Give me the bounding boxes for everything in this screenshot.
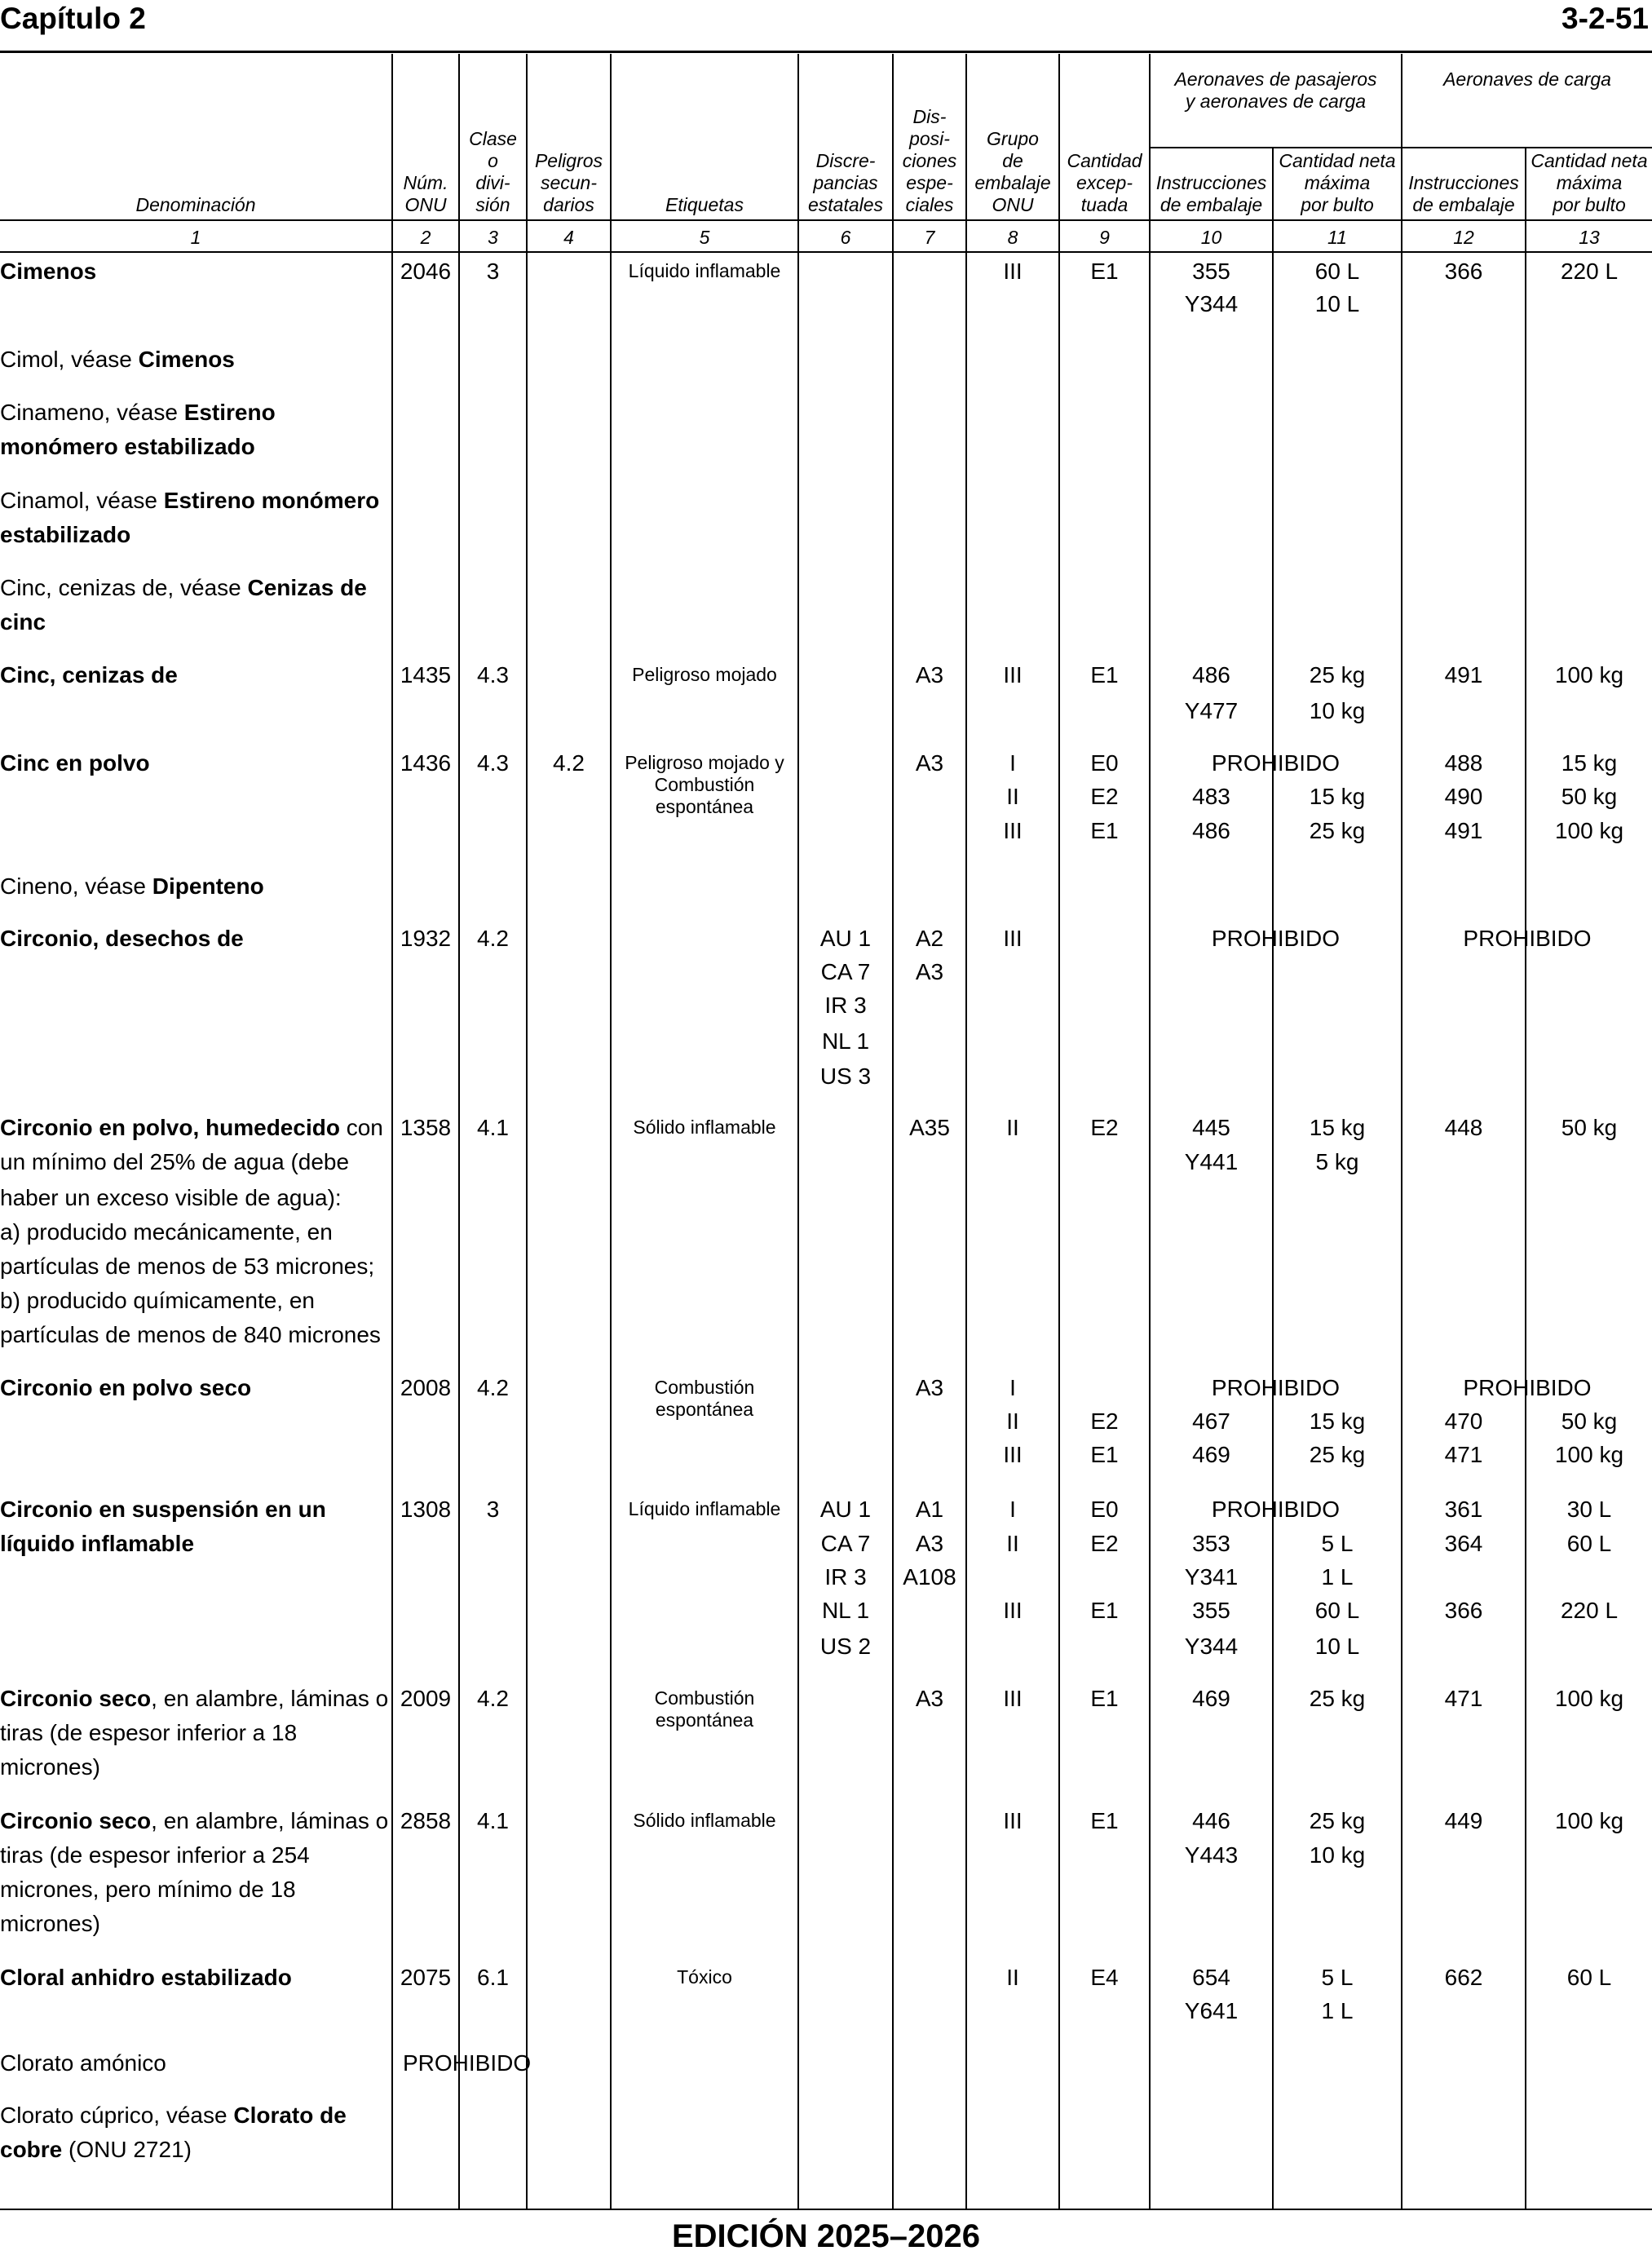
excepted-qty: E0 <box>1090 750 1119 776</box>
entry-desc-line: un mínimo del 25% de agua (debe <box>0 1149 350 1174</box>
excepted-qty: E1 <box>1090 818 1119 843</box>
pax-quantity: 25 kg <box>1309 662 1366 688</box>
pax-quantity-ltd: 10 L <box>1314 1634 1360 1659</box>
un-number: 2858 <box>400 1808 452 1833</box>
excepted-qty: E1 <box>1090 1598 1119 1623</box>
entry-name: Circonio en suspensión en un <box>0 1497 326 1522</box>
class: 4.2 <box>477 1375 509 1400</box>
cao-quantity: 50 kg <box>1561 1115 1618 1140</box>
header-cantidad-exceptuada: Cantidad excep- tuada <box>1067 150 1142 215</box>
cao-quantity: 30 L <box>1566 1497 1612 1522</box>
pax-instruction: 355 <box>1192 1598 1230 1623</box>
col-number: 9 <box>1099 227 1110 248</box>
header-num-onu: Núm. ONU <box>403 172 448 215</box>
cao-quantity: 220 L <box>1560 259 1619 284</box>
cao-instruction: 361 <box>1444 1497 1483 1522</box>
entry-name: Circonio, desechos de <box>0 926 244 951</box>
header-instrucciones-cao: Instrucciones de embalaje <box>1408 172 1519 215</box>
class: 4.3 <box>477 750 509 776</box>
packing-group: III <box>1003 926 1023 951</box>
pax-forbidden: PROHIBIDO <box>1211 750 1341 776</box>
entry-desc-line: micrones, pero mínimo de 18 <box>0 1877 296 1902</box>
header-discrepancias: Discre- pancias estatales <box>807 150 884 215</box>
packing-group: I <box>1009 1375 1016 1400</box>
pax-instruction: 654 <box>1192 1965 1230 1990</box>
excepted-qty: E1 <box>1090 1442 1119 1467</box>
cao-quantity: 220 L <box>1560 1598 1619 1623</box>
pax-quantity-ltd: 1 L <box>1321 1564 1354 1590</box>
header-instrucciones-pax: Instrucciones de embalaje <box>1155 172 1267 215</box>
cao-quantity: 100 kg <box>1554 818 1624 843</box>
pax-instruction-ltd: Y443 <box>1184 1842 1239 1868</box>
special-provision: A3 <box>915 959 944 984</box>
entry-cinc-ref: Cinc, cenizas de, véase Cenizas de cinc <box>0 575 367 635</box>
un-number: 1932 <box>400 926 452 951</box>
header-peligros: Peligros secun- darios <box>534 150 603 215</box>
class: 4.3 <box>477 662 509 688</box>
pax-instruction: 353 <box>1192 1531 1230 1556</box>
label: Peligroso mojado y Combustión espontánea <box>625 752 784 817</box>
pax-quantity: 25 kg <box>1309 1686 1366 1711</box>
forbidden-status: PROHIBIDO <box>403 2050 532 2076</box>
entry-desc-line: a) producido mecánicamente, en <box>0 1219 333 1245</box>
entry-desc-line: partículas de menos de 840 micrones <box>0 1322 381 1347</box>
packing-group: II <box>1006 1115 1019 1140</box>
cao-forbidden: PROHIBIDO <box>1463 926 1592 951</box>
packing-group: II <box>1006 1965 1019 1990</box>
group-divider <box>1150 147 1652 148</box>
pax-quantity: 15 kg <box>1309 1408 1366 1434</box>
packing-group: III <box>1003 1442 1023 1467</box>
packing-group: II <box>1006 1408 1019 1434</box>
label: Tóxico <box>677 1966 732 1988</box>
label: Combustión espontánea <box>654 1377 755 1420</box>
entry-clorato-cuprico: Clorato cúprico, véase Clorato de cobre (ONU 2721) <box>0 2103 347 2162</box>
cao-instruction: 662 <box>1444 1965 1483 1990</box>
state-variation: CA 7 <box>820 959 871 984</box>
col-number: 1 <box>190 227 201 248</box>
entry-name: Cimenos <box>0 259 97 284</box>
entry-name: Cinc en polvo <box>0 750 150 776</box>
cao-instruction: 366 <box>1444 259 1483 284</box>
state-variation: US 2 <box>819 1634 872 1659</box>
packing-group: III <box>1003 662 1023 688</box>
cao-quantity: 50 kg <box>1561 784 1618 809</box>
entry-name: Circonio seco, en alambre, láminas o <box>0 1808 389 1833</box>
class: 4.1 <box>477 1115 509 1140</box>
entry-name: Circonio seco, en alambre, láminas o <box>0 1686 389 1711</box>
pax-forbidden: PROHIBIDO <box>1211 926 1341 951</box>
header-etiquetas: Etiquetas <box>665 194 744 215</box>
label: Líquido inflamable <box>628 260 781 281</box>
entry-name-line2: líquido inflamable <box>0 1531 195 1556</box>
special-provision: A35 <box>909 1115 950 1140</box>
excepted-qty: E0 <box>1090 1497 1119 1522</box>
excepted-qty: E2 <box>1090 1531 1119 1556</box>
class: 3 <box>486 1497 500 1522</box>
state-variation: NL 1 <box>821 1028 870 1054</box>
special-provision: A2 <box>915 926 944 951</box>
cao-quantity: 15 kg <box>1561 750 1618 776</box>
header-carga-group: Aeronaves de carga <box>1443 69 1611 90</box>
cao-instruction: 471 <box>1444 1686 1483 1711</box>
class: 4.1 <box>477 1808 509 1833</box>
cao-quantity: 50 kg <box>1561 1408 1618 1434</box>
excepted-qty: E2 <box>1090 1115 1119 1140</box>
pax-instruction-ltd: Y477 <box>1184 698 1239 723</box>
col-number: 11 <box>1327 227 1347 248</box>
pax-quantity: 15 kg <box>1309 1115 1366 1140</box>
packing-group: II <box>1006 784 1019 809</box>
pax-instruction: 467 <box>1192 1408 1230 1434</box>
cao-quantity: 100 kg <box>1554 1442 1624 1467</box>
header-cantidad-neta-cao: Cantidad neta máxima por bulto <box>1531 150 1648 215</box>
pax-quantity: 60 L <box>1314 1598 1360 1623</box>
state-variation: AU 1 <box>819 1497 872 1522</box>
cao-quantity: 100 kg <box>1554 1686 1624 1711</box>
un-number: 2008 <box>400 1375 452 1400</box>
label: Sólido inflamable <box>633 1117 776 1138</box>
cao-quantity: 60 L <box>1566 1965 1612 1990</box>
cao-instruction: 449 <box>1444 1808 1483 1833</box>
col-line <box>526 54 528 2209</box>
cao-quantity: 100 kg <box>1554 662 1624 688</box>
col-number: 4 <box>563 227 574 248</box>
entry-desc-line: b) producido químicamente, en <box>0 1288 315 1313</box>
entry-cinameno: Cinameno, véase Estireno monómero estabilizado <box>0 400 276 459</box>
entry-name: Cinc, cenizas de <box>0 662 178 688</box>
col-number: 12 <box>1453 227 1474 248</box>
pax-quantity-ltd: 5 kg <box>1315 1149 1359 1174</box>
entry-desc-line: micrones) <box>0 1754 100 1780</box>
cao-instruction: 448 <box>1444 1115 1483 1140</box>
un-number: 2009 <box>400 1686 452 1711</box>
excepted-qty: E4 <box>1090 1965 1119 1990</box>
state-variation: CA 7 <box>820 1531 871 1556</box>
header-clase: Clase o divi- sión <box>469 128 517 215</box>
col-number: 2 <box>420 227 431 248</box>
pax-instruction: 446 <box>1192 1808 1230 1833</box>
pax-quantity-ltd: 10 kg <box>1309 698 1366 723</box>
col-number: 3 <box>488 227 498 248</box>
un-number: 1436 <box>400 750 452 776</box>
class: 3 <box>486 259 500 284</box>
state-variation: US 3 <box>819 1063 872 1089</box>
cao-forbidden: PROHIBIDO <box>1463 1375 1592 1400</box>
pax-instruction-ltd: Y641 <box>1184 1998 1239 2023</box>
packing-group: III <box>1003 1808 1023 1833</box>
header-disposiciones: Dis- posi- ciones espe- ciales <box>902 106 957 215</box>
pax-quantity: 5 L <box>1321 1965 1354 1990</box>
state-variation: IR 3 <box>824 1564 867 1590</box>
pax-instruction: 486 <box>1192 662 1230 688</box>
state-variation: AU 1 <box>819 926 872 951</box>
special-provision: A3 <box>915 1375 944 1400</box>
special-provision: A108 <box>903 1564 956 1590</box>
excepted-qty: E1 <box>1090 662 1119 688</box>
pax-instruction: 445 <box>1192 1115 1230 1140</box>
label: Combustión espontánea <box>654 1687 755 1731</box>
numbers-bottom-rule <box>0 251 1652 253</box>
pax-instruction-ltd: Y344 <box>1184 291 1239 316</box>
entry-cinamol: Cinamol, véase Estireno monómero estabilizado <box>0 488 380 547</box>
label: Sólido inflamable <box>633 1810 776 1831</box>
chapter-title: Capítulo 2 <box>0 2 146 35</box>
un-number: 1435 <box>400 662 452 688</box>
entry-name: Clorato amónico <box>0 2050 166 2076</box>
state-variation: IR 3 <box>824 993 867 1018</box>
un-number: 1308 <box>400 1497 452 1522</box>
excepted-qty: E1 <box>1090 259 1119 284</box>
cao-instruction: 491 <box>1444 818 1483 843</box>
packing-group: I <box>1009 750 1016 776</box>
pax-quantity: 25 kg <box>1309 1442 1366 1467</box>
entry-desc-line: partículas de menos de 53 micrones; <box>0 1254 375 1279</box>
col-line <box>1525 147 1526 2209</box>
un-number: 1358 <box>400 1115 452 1140</box>
pax-instruction: 486 <box>1192 818 1230 843</box>
special-provision: A1 <box>915 1497 944 1522</box>
cao-instruction: 366 <box>1444 1598 1483 1623</box>
pax-quantity: 25 kg <box>1309 1808 1366 1833</box>
entry-cineno: Cineno, véase Dipenteno <box>0 873 264 899</box>
entry-desc-line: tiras (de espesor inferior a 254 <box>0 1842 310 1868</box>
label: Líquido inflamable <box>628 1498 781 1519</box>
excepted-qty: E2 <box>1090 784 1119 809</box>
class: 4.2 <box>477 1686 509 1711</box>
packing-group: III <box>1003 1598 1023 1623</box>
entry-desc-line: tiras (de espesor inferior a 18 <box>0 1720 298 1745</box>
packing-group: I <box>1009 1497 1016 1522</box>
class: 4.2 <box>477 926 509 951</box>
header-bottom-rule <box>0 219 1652 221</box>
pax-forbidden: PROHIBIDO <box>1211 1497 1341 1522</box>
header-rule <box>0 51 1652 53</box>
entry-name: Circonio en polvo seco <box>0 1375 252 1400</box>
cao-instruction: 364 <box>1444 1531 1483 1556</box>
special-provision: A3 <box>915 750 944 776</box>
header-pasajeros-group: Aeronaves de pasajeros y aeronaves de carga <box>1174 69 1377 112</box>
class: 6.1 <box>477 1965 509 1990</box>
pax-instruction-ltd: Y441 <box>1184 1149 1239 1174</box>
page-number: 3-2-51 <box>1561 2 1649 35</box>
col-number: 10 <box>1200 227 1222 248</box>
pax-quantity: 5 L <box>1321 1531 1354 1556</box>
cao-instruction: 490 <box>1444 784 1483 809</box>
un-number: 2046 <box>400 259 452 284</box>
pax-quantity: 15 kg <box>1309 784 1366 809</box>
col-number: 7 <box>924 227 935 248</box>
packing-group: III <box>1003 818 1023 843</box>
un-number: 2075 <box>400 1965 452 1990</box>
state-variation: NL 1 <box>821 1598 870 1623</box>
edition-footer: EDICIÓN 2025–2026 <box>671 2218 980 2254</box>
cao-instruction: 471 <box>1444 1442 1483 1467</box>
pax-instruction-ltd: Y344 <box>1184 1634 1239 1659</box>
packing-group: II <box>1006 1531 1019 1556</box>
packing-group: III <box>1003 1686 1023 1711</box>
excepted-qty: E1 <box>1090 1686 1119 1711</box>
subsidiary-hazard: 4.2 <box>553 750 585 776</box>
cao-quantity: 100 kg <box>1554 1808 1624 1833</box>
header-denominacion: Denominación <box>135 194 256 215</box>
packing-group: III <box>1003 259 1023 284</box>
pax-quantity: 60 L <box>1314 259 1360 284</box>
pax-quantity: 25 kg <box>1309 818 1366 843</box>
col-number: 6 <box>840 227 851 248</box>
excepted-qty: E1 <box>1090 1808 1119 1833</box>
header-grupo: Grupo de embalaje ONU <box>974 128 1051 215</box>
col-number: 8 <box>1007 227 1018 248</box>
entry-name: Circonio en polvo, humedecido con <box>0 1115 383 1140</box>
pax-instruction: 483 <box>1192 784 1230 809</box>
entry-cimol: Cimol, véase Cimenos <box>0 347 235 372</box>
pax-instruction: 469 <box>1192 1686 1230 1711</box>
excepted-qty: E2 <box>1090 1408 1119 1434</box>
special-provision: A3 <box>915 662 944 688</box>
footer-rule <box>0 2209 1652 2210</box>
entry-desc-line: haber un exceso visible de agua): <box>0 1185 342 1210</box>
pax-instruction: 355 <box>1192 259 1230 284</box>
pax-forbidden: PROHIBIDO <box>1211 1375 1341 1400</box>
col-number: 5 <box>699 227 710 248</box>
pax-quantity-ltd: 1 L <box>1321 1998 1354 2023</box>
pax-quantity-ltd: 10 L <box>1314 291 1360 316</box>
pax-quantity-ltd: 10 kg <box>1309 1842 1366 1868</box>
label: Peligroso mojado <box>632 664 777 685</box>
cao-instruction: 470 <box>1444 1408 1483 1434</box>
cao-instruction: 488 <box>1444 750 1483 776</box>
col-line <box>797 54 799 2209</box>
cao-instruction: 491 <box>1444 662 1483 688</box>
entry-desc-line: micrones) <box>0 1911 100 1936</box>
pax-instruction: 469 <box>1192 1442 1230 1467</box>
entry-name: Cloral anhidro estabilizado <box>0 1965 292 1990</box>
header-cantidad-neta-pax: Cantidad neta máxima por bulto <box>1279 150 1396 215</box>
special-provision: A3 <box>915 1686 944 1711</box>
cao-quantity: 60 L <box>1566 1531 1612 1556</box>
pax-instruction-ltd: Y341 <box>1184 1564 1239 1590</box>
special-provision: A3 <box>915 1531 944 1556</box>
col-number: 13 <box>1579 227 1600 248</box>
